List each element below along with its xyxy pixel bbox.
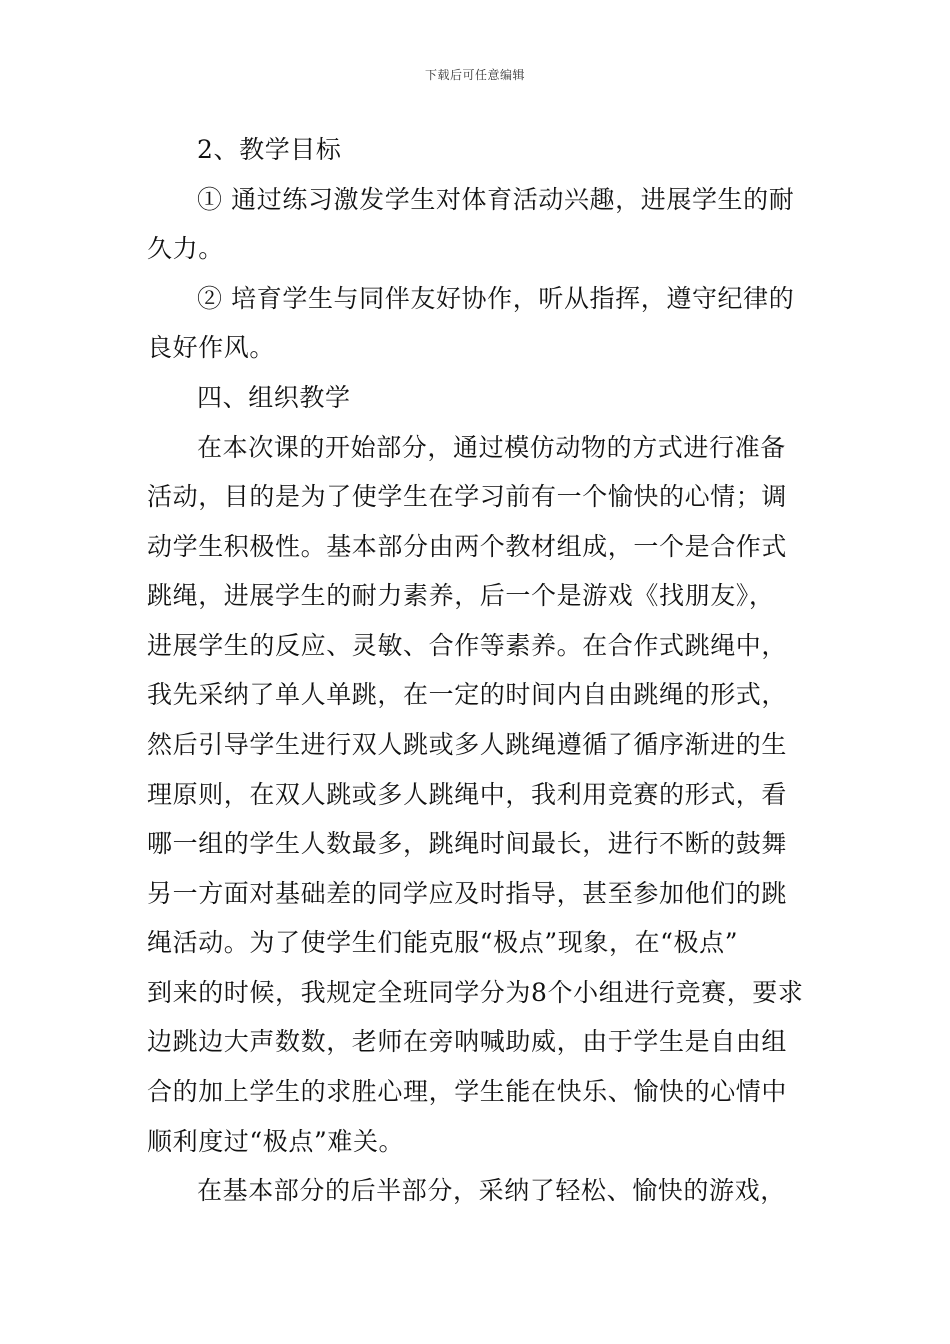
paragraph-line: 理原则，在双人跳或多人跳绳中，我利用竞赛的形式，看 — [147, 780, 788, 809]
paragraph-line: 动学生积极性。基本部分由两个教材组成，一个是合作式 — [147, 532, 788, 561]
section-heading-organization: 四、组织教学 — [197, 383, 351, 412]
paragraph-line: 然后引导学生进行双人跳或多人跳绳遵循了循序渐进的生 — [147, 730, 788, 759]
goal-1-line-2: 久力。 — [147, 234, 224, 263]
goal-1-line-1: ① 通过练习激发学生对体育活动兴趣，进展学生的耐 — [197, 185, 795, 214]
goal-2-line-2: 良好作风。 — [147, 333, 276, 362]
paragraph-line: 进展学生的反应、灵敏、合作等素养。在合作式跳绳中， — [147, 631, 788, 660]
paragraph-line: 合的加上学生的求胜心理，学生能在快乐、愉快的心情中 — [147, 1077, 788, 1106]
paragraph-line: 活动，目的是为了使学生在学习前有一个愉快的心情；调 — [147, 482, 788, 511]
paragraph-line: 在基本部分的后半部分，采纳了轻松、愉快的游戏， — [197, 1176, 786, 1205]
paragraph-line: 顺利度过“极点”难关。 — [147, 1127, 405, 1156]
goal-2-line-1: ② 培育学生与同伴友好协作，听从指挥，遵守纪律的 — [197, 284, 795, 313]
page-header: 下载后可任意编辑 — [424, 68, 525, 82]
paragraph-line: 跳绳，进展学生的耐力素养，后一个是游戏《找朋友》， — [147, 581, 775, 610]
paragraph-line: 另一方面对基础差的同学应及时指导，甚至参加他们的跳 — [147, 879, 788, 908]
paragraph-line: 哪一组的学生人数最多，跳绳时间最长，进行不断的鼓舞 — [147, 829, 788, 858]
paragraph-line: 我先采纳了单人单跳，在一定的时间内自由跳绳的形式， — [147, 680, 788, 709]
paragraph-line: 边跳边大声数数，老师在旁呐喊助威，由于学生是自由组 — [147, 1027, 788, 1056]
paragraph-line: 绳活动。为了使学生们能克服“极点”现象，在“极点” — [147, 928, 739, 957]
paragraph-line: 在本次课的开始部分，通过模仿动物的方式进行准备 — [197, 433, 786, 462]
paragraph-line: 到来的时候，我规定全班同学分为8个小组进行竞赛，要求 — [147, 978, 804, 1007]
section-heading-teaching-goals: 2、教学目标 — [197, 135, 342, 164]
